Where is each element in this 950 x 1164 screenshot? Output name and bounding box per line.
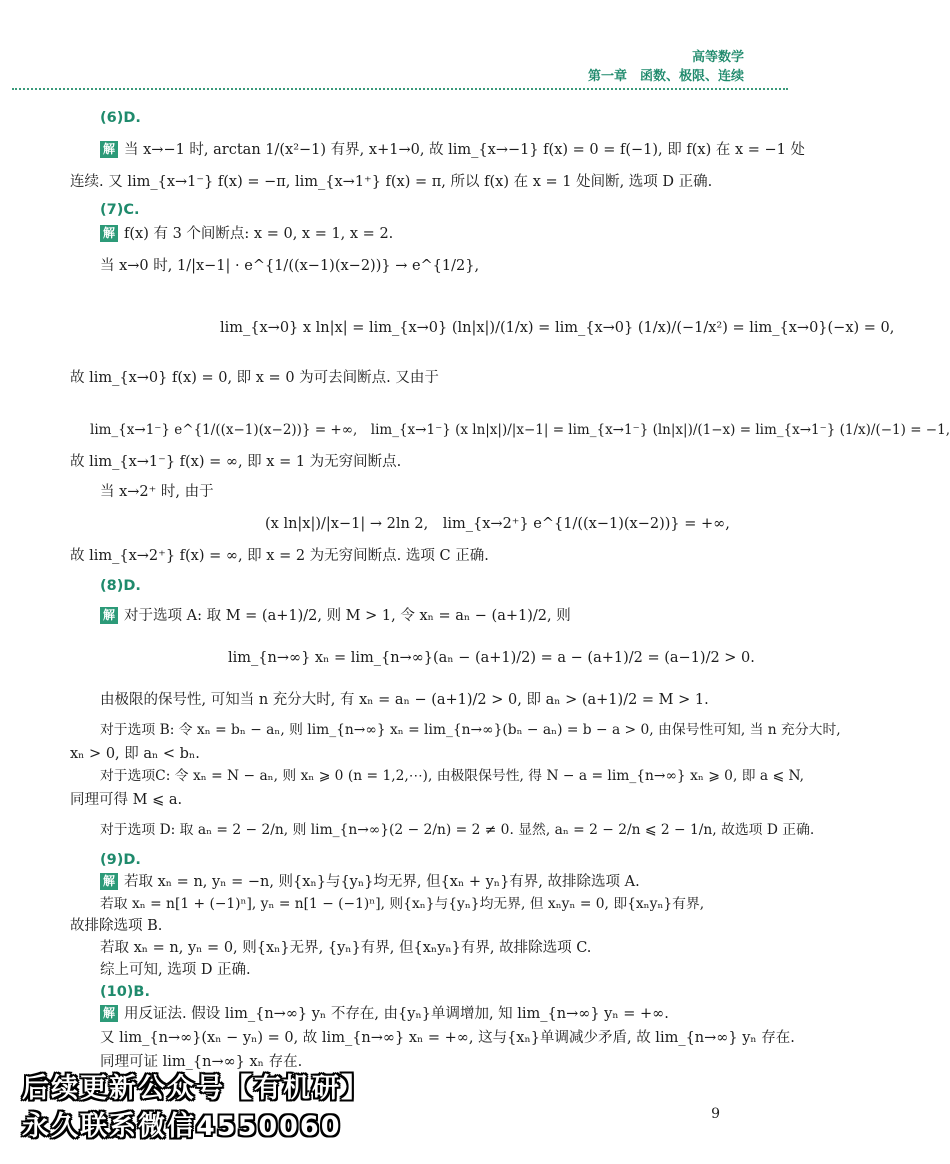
solution-7-line-1: 解 f(x) 有 3 个间断点: x = 0, x = 1, x = 2. [100, 224, 393, 244]
solution-badge: 解 [100, 141, 118, 158]
solution-8-equation-1: lim_{n→∞} xₙ = lim_{n→∞}(aₙ − (a+1)/2) = a − (a+1)/2 = (a−1)/2 > 0. [228, 650, 755, 666]
answer-label-6: (6)D. [100, 110, 141, 126]
solution-7-equation-3: (x ln|x|)/|x−1| → 2ln 2, lim_{x→2⁺} e^{1/((x−1)(x−2))} = +∞, [265, 516, 730, 532]
answer-label-8: (8)D. [100, 578, 141, 594]
watermark-line-2: 永久联系微信4550060 [22, 1111, 342, 1142]
solution-8-line-6: 同理可得 M ⩽ a. [70, 792, 183, 808]
watermark-line-1: 后续更新公众号【有机研】 [22, 1073, 370, 1104]
answer-label-7: (7)C. [100, 202, 140, 218]
solution-6-line-2: 连续. 又 lim_{x→1⁻} f(x) = −π, lim_{x→1⁺} f(x) = π, 所以 f(x) 在 x = 1 处间断, 选项 D 正确. [70, 174, 713, 190]
solution-7-line-2: 当 x→0 时, 1/|x−1| · e^{1/((x−1)(x−2))} → e^{1/2}, [100, 258, 480, 274]
solution-8-line-4: xₙ > 0, 即 aₙ < bₙ. [70, 746, 200, 762]
solution-10-line-3: 同理可证 lim_{n→∞} xₙ 存在. [100, 1054, 303, 1070]
solution-8-line-3: 对于选项 B: 令 xₙ = bₙ − aₙ, 则 lim_{n→∞} xₙ = lim_{n→∞}(bₙ − aₙ) = b − a > 0, 由保号性可知, 当 n 充分大时, [100, 722, 841, 738]
solution-9-line-1: 解 若取 xₙ = n, yₙ = −n, 则{xₙ}与{yₙ}均无界, 但{xₙ + yₙ}有界, 故排除选项 A. [100, 872, 640, 892]
solution-6-line-1: 解 当 x→−1 时, arctan 1/(x²−1) 有界, x+1→0, 故 lim_{x→−1} f(x) = 0 = f(−1), 即 f(x) 在 x = −1 处 [100, 140, 805, 160]
page-number: 9 [711, 1106, 720, 1122]
chapter-title: 第一章 函数、极限、连续 [587, 69, 744, 84]
solution-10-line-1: 解 用反证法. 假设 lim_{n→∞} yₙ 不存在, 由{yₙ}单调增加, 知 lim_{n→∞} yₙ = +∞. [100, 1004, 669, 1024]
running-header [588, 48, 744, 86]
solution-7-line-6: 故 lim_{x→2⁺} f(x) = ∞, 即 x = 2 为无穷间断点. 选项 C 正确. [70, 548, 489, 564]
solution-badge: 解 [100, 607, 118, 624]
solution-badge: 解 [100, 1005, 118, 1022]
solution-9-line-2: 若取 xₙ = n[1 + (−1)ⁿ], yₙ = n[1 − (−1)ⁿ], 则{xₙ}与{yₙ}均无界, 但 xₙyₙ = 0, 即{xₙyₙ}有界, [100, 896, 705, 912]
solution-7-line-5: 当 x→2⁺ 时, 由于 [100, 484, 214, 500]
solution-7-line-4: 故 lim_{x→1⁻} f(x) = ∞, 即 x = 1 为无穷间断点. [70, 454, 402, 470]
solution-8-line-1: 解 对于选项 A: 取 M = (a+1)/2, 则 M > 1, 令 xₙ = aₙ − (a+1)/2, 则 [100, 606, 571, 626]
solution-10-line-2: 又 lim_{n→∞}(xₙ − yₙ) = 0, 故 lim_{n→∞} xₙ = +∞, 这与{xₙ}单调减少矛盾, 故 lim_{n→∞} yₙ 存在. [100, 1030, 795, 1046]
solution-8-line-7: 对于选项 D: 取 aₙ = 2 − 2/n, 则 lim_{n→∞}(2 − 2/n) = 2 ≠ 0. 显然, aₙ = 2 − 2/n ⩽ 2 − 1/n, 故选项 D 正确. [100, 822, 815, 838]
solution-7-line-3: 故 lim_{x→0} f(x) = 0, 即 x = 0 为可去间断点. 又由于 [70, 370, 439, 386]
solution-8-line-5: 对于选项C: 令 xₙ = N − aₙ, 则 xₙ ⩾ 0 (n = 1,2,⋯), 由极限保号性, 得 N − a = lim_{n→∞} xₙ ⩾ 0, 即 a ⩽ N, [100, 768, 805, 784]
solution-7-equation-2: lim_{x→1⁻} e^{1/((x−1)(x−2))} = +∞, lim_{x→1⁻} (x ln|x|)/|x−1| = lim_{x→1⁻} (ln|x|)/(1−x) = lim_{x→1⁻} (1/x)/(−1) = −1, [90, 422, 950, 438]
book-title: 高等数学 [691, 50, 744, 65]
answer-label-10: (10)B. [100, 984, 150, 1000]
solution-badge: 解 [100, 225, 118, 242]
solution-8-line-2: 由极限的保号性, 可知当 n 充分大时, 有 xₙ = aₙ − (a+1)/2 > 0, 即 aₙ > (a+1)/2 = M > 1. [100, 692, 709, 708]
solution-9-line-3: 故排除选项 B. [70, 918, 163, 934]
solution-9-line-4: 若取 xₙ = n, yₙ = 0, 则{xₙ}无界, {yₙ}有界, 但{xₙyₙ}有界, 故排除选项 C. [100, 940, 592, 956]
solution-7-equation-1: lim_{x→0} x ln|x| = lim_{x→0} (ln|x|)/(1/x) = lim_{x→0} (1/x)/(−1/x²) = lim_{x→0}(−x) = 0, [220, 320, 895, 336]
solution-9-line-5: 综上可知, 选项 D 正确. [100, 962, 251, 978]
header-divider [12, 88, 788, 90]
solution-badge: 解 [100, 873, 118, 890]
answer-label-9: (9)D. [100, 852, 141, 868]
